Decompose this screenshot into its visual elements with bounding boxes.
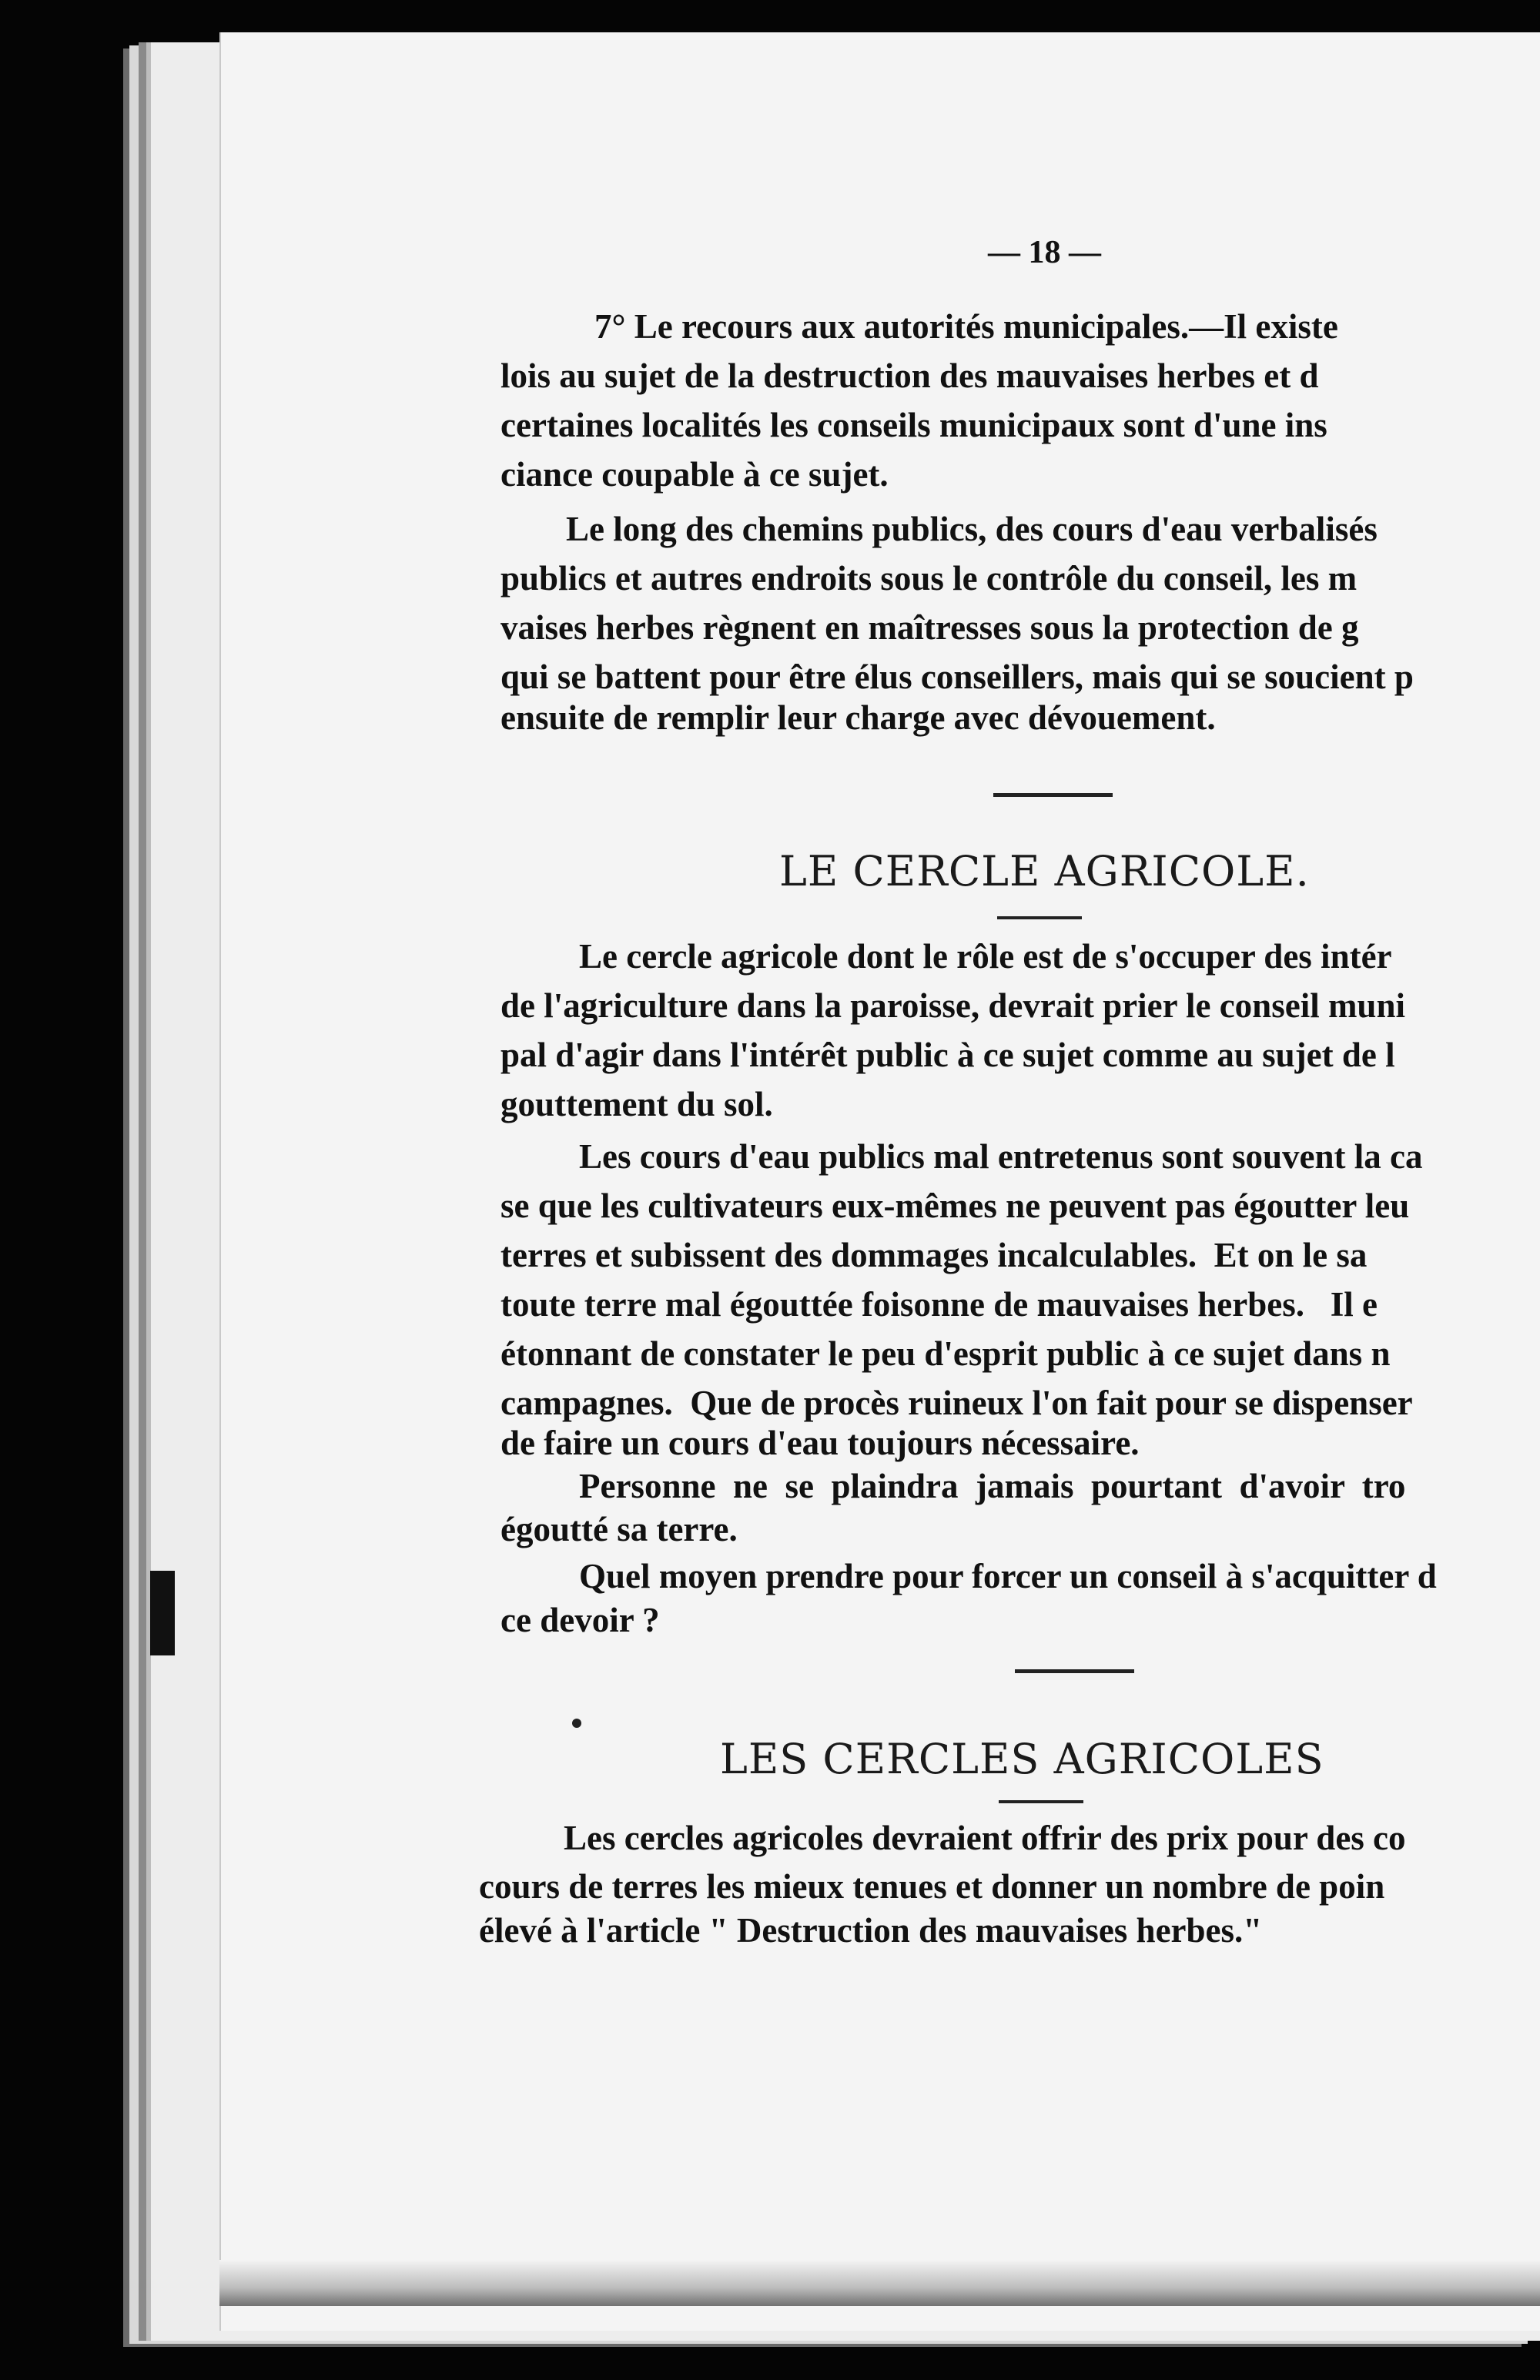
section2-line-11: de faire un cours d'eau toujours nécessaire.	[500, 1424, 1140, 1462]
section2-line-1: Le cercle agricole dont le rôle est de s'occuper des intér	[579, 937, 1392, 976]
section2-line-2: de l'agriculture dans la paroisse, devrait prier le conseil muni	[500, 986, 1405, 1025]
page-number: — 18 —	[988, 235, 1101, 270]
section2-line-10: campagnes. Que de procès ruineux l'on fait pour se dispenser	[500, 1384, 1413, 1422]
ink-dot	[572, 1719, 581, 1728]
section1-line-9: ensuite de remplir leur charge avec dévouement.	[500, 698, 1216, 737]
heading-underline-1	[997, 916, 1082, 919]
section1-line-4: ciance coupable à ce sujet.	[500, 455, 889, 494]
section3-line-3: élevé à l'article " Destruction des mauvaises herbes."	[479, 1911, 1263, 1950]
section2-line-7: terres et subissent des dommages incalculables. Et on le sa	[500, 1236, 1368, 1274]
section1-line-7: vaises herbes règnent en maîtresses sous la protection de g	[500, 608, 1359, 647]
section3-line-2: cours de terres les mieux tenues et donner un nombre de poin	[479, 1867, 1385, 1906]
section2-line-5: Les cours d'eau publics mal entretenus sont souvent la ca	[579, 1137, 1423, 1176]
section3-line-1: Les cercles agricoles devraient offrir des prix pour des co	[564, 1819, 1406, 1857]
section2-line-15: ce devoir ?	[500, 1601, 660, 1639]
section1-line-2: lois au sujet de la destruction des mauvaises herbes et d	[500, 356, 1319, 395]
section2-line-4: gouttement du sol.	[500, 1085, 773, 1123]
section1-line-5: Le long des chemins publics, des cours d'eau verbalisés	[566, 510, 1378, 548]
section1-line-1: 7° Le recours aux autorités municipales.—Il existe	[594, 307, 1338, 346]
section2-line-14: Quel moyen prendre pour forcer un conseil à s'acquitter d	[579, 1557, 1437, 1595]
section-divider-1	[993, 793, 1113, 797]
section2-line-12: Personne ne se plaindra jamais pourtant d'avoir tro	[579, 1467, 1406, 1505]
section1-line-6: publics et autres endroits sous le contrôle du conseil, les m	[500, 559, 1358, 598]
section1-line-8: qui se battent pour être élus conseillers, mais qui se soucient p	[500, 658, 1414, 696]
page-bottom-shadow	[219, 2260, 1540, 2306]
section-divider-2	[1015, 1669, 1134, 1673]
section2-line-6: se que les cultivateurs eux-mêmes ne peuvent pas égoutter leu	[500, 1187, 1410, 1225]
section1-line-3: certaines localités les conseils municipaux sont d'une ins	[500, 406, 1327, 444]
section2-line-8: toute terre mal égouttée foisonne de mauvaises herbes. Il e	[500, 1285, 1378, 1324]
binding-mark	[150, 1571, 175, 1655]
section2-line-9: étonnant de constater le peu d'esprit public à ce sujet dans n	[500, 1334, 1391, 1373]
section3-heading: LES CERCLES AGRICOLES	[720, 1735, 1324, 1783]
section2-line-13: égoutté sa terre.	[500, 1510, 738, 1548]
section2-line-3: pal d'agir dans l'intérêt public à ce sujet comme au sujet de l	[500, 1036, 1395, 1074]
heading-underline-2	[999, 1800, 1083, 1803]
section2-heading: LE CERCLE AGRICOLE.	[779, 847, 1310, 895]
